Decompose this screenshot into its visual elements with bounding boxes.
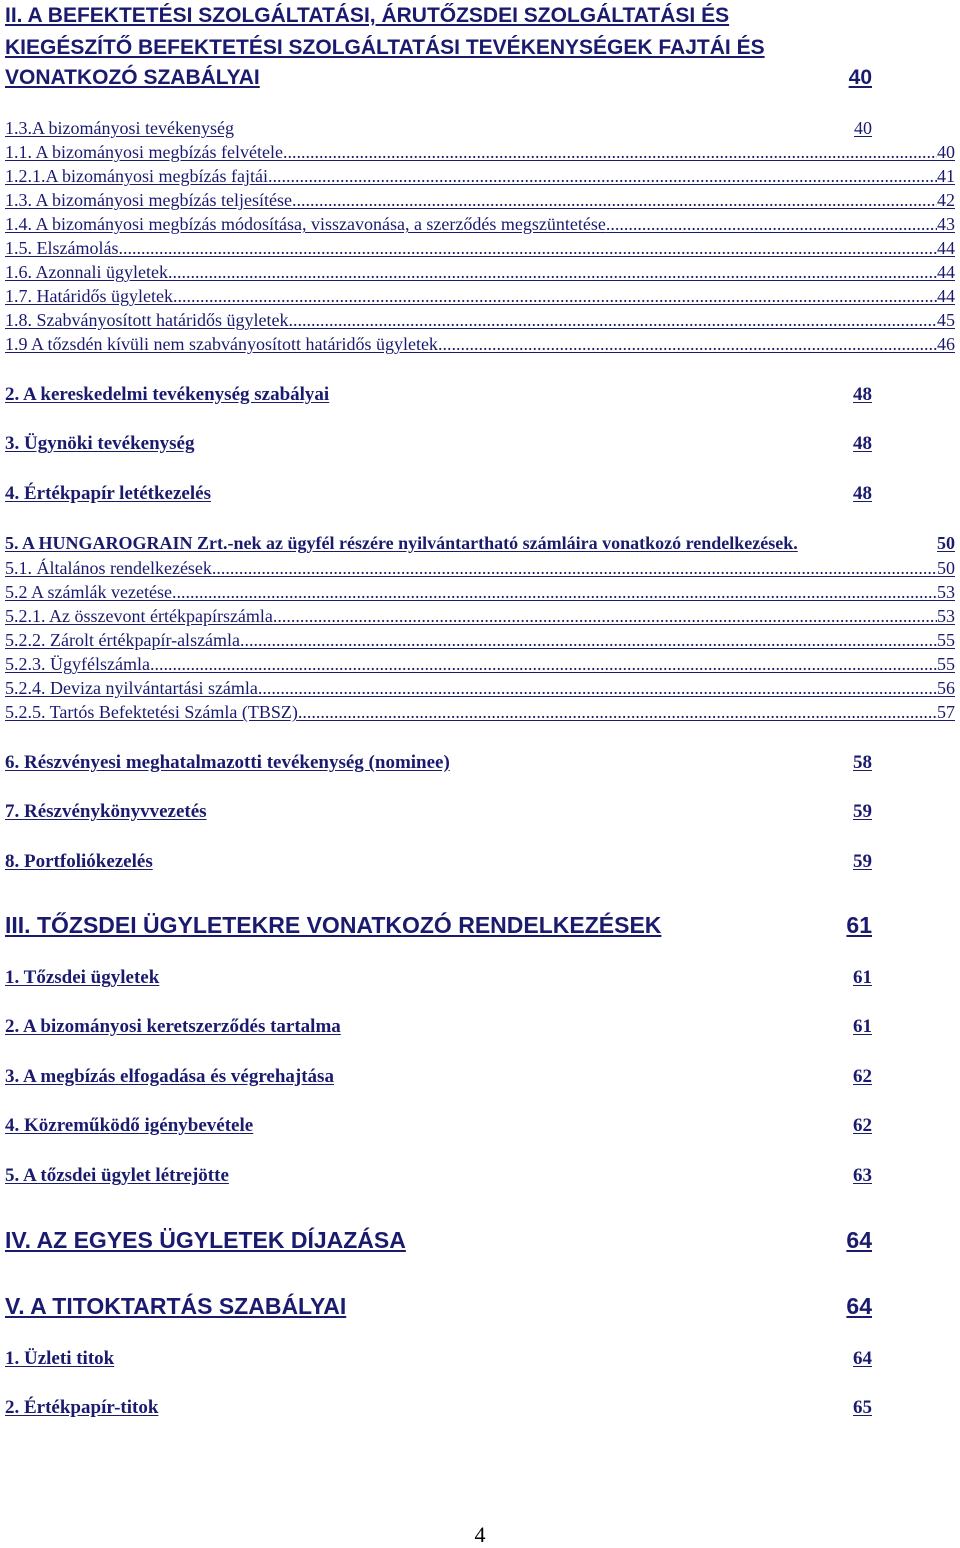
toc-item-title: 1.4. A bizományosi megbízás módosítása, visszavonása, a szerződés megszüntetése (5, 214, 606, 234)
toc-section-page: 62 (853, 1115, 872, 1136)
toc-item[interactable] (5, 262, 955, 283)
toc-section-page: 63 (853, 1165, 872, 1186)
toc-section[interactable] (5, 483, 872, 505)
toc-item-title: 5.2 A számlák vezetése (5, 582, 172, 602)
toc-section-page: 48 (853, 433, 872, 454)
toc-item-page: 55 (937, 630, 955, 650)
toc-item-page: 43 (937, 214, 955, 234)
toc-item[interactable] (5, 678, 955, 699)
toc-item[interactable] (5, 558, 955, 579)
toc-item[interactable] (5, 654, 955, 675)
toc-section-title: 8. Portfoliókezelés (5, 851, 153, 872)
toc-section-title: 1. Tőzsdei ügyletek (5, 967, 160, 988)
toc-section-page: 64 (853, 1348, 872, 1369)
toc-item[interactable] (5, 166, 955, 187)
toc-section[interactable] (5, 433, 872, 455)
toc-item-title: 5.2.5. Tartós Befektetési Számla (TBSZ) (5, 702, 298, 722)
toc-chapter-3-title: III. TŐZSDEI ÜGYLETEKRE VONATKOZÓ RENDELKEZÉSEK (5, 912, 662, 938)
toc-item-title: 1.6. Azonnali ügyletek (5, 262, 168, 282)
toc-section-title: 5. A tőzsdei ügylet létrejötte (5, 1165, 229, 1186)
toc-section[interactable] (5, 1397, 872, 1419)
toc-section[interactable] (5, 967, 872, 989)
toc-section-page: 48 (853, 384, 872, 405)
toc-section-1-3-title: 1.3.A bizományosi tevékenység (5, 118, 234, 138)
toc-chapter-2-line-2[interactable] (5, 36, 765, 60)
toc-section-title: 3. A megbízás elfogadása és végrehajtása (5, 1066, 334, 1087)
toc-item-title: 5.2.1. Az összevont értékpapírszámla (5, 606, 273, 626)
toc-chapter-2-line-3[interactable] (5, 66, 872, 90)
toc-item-page: 56 (937, 678, 955, 698)
toc-section-title: 6. Részvényesi meghatalmazotti tevékenység (nominee) (5, 752, 450, 773)
toc-section-page: 58 (853, 752, 872, 773)
toc-item-page: 44 (937, 238, 955, 258)
toc-item-title: 1.7. Határidős ügyletek (5, 286, 173, 306)
toc-item-title: 5.2.2. Zárolt értékpapír-alszámla (5, 630, 241, 650)
toc-section-1-3[interactable] (5, 118, 872, 139)
toc-chapter-5-page: 64 (846, 1293, 872, 1319)
toc-section-page: 61 (853, 967, 872, 988)
toc-item-title: 1.9 A tőzsdén kívüli nem szabványosított határidős ügyletek (5, 334, 438, 354)
toc-item[interactable] (5, 310, 955, 331)
toc-item-title: 1.8. Szabványosított határidős ügyletek (5, 310, 289, 330)
toc-section[interactable] (5, 1016, 872, 1038)
toc-section-title: 2. A bizományosi keretszerződés tartalma (5, 1016, 341, 1037)
toc-item-page: 57 (937, 702, 955, 722)
toc-item-page: 41 (937, 166, 955, 186)
toc-item-page: 55 (937, 654, 955, 674)
toc-section-page: 48 (853, 483, 872, 504)
toc-item[interactable] (5, 214, 955, 235)
toc-item-page: 45 (937, 310, 955, 330)
toc-section-title: 2. A kereskedelmi tevékenység szabályai (5, 384, 330, 405)
toc-section-title: 7. Részvénykönyvvezetés (5, 801, 207, 822)
toc-section-5-title: 5. A HUNGAROGRAIN Zrt.-nek az ügyfél részére nyilvántartható számláira vonatkozó rendelkezések. (5, 533, 798, 553)
toc-chapter-2-page: 40 (848, 66, 872, 89)
toc-item-title: 5.2.3. Ügyfélszámla (5, 654, 150, 674)
toc-chapter-3-page: 61 (846, 912, 872, 938)
page-number: 4 (474, 1522, 486, 1547)
toc-item[interactable] (5, 606, 955, 627)
toc-item-page: 53 (937, 606, 955, 626)
toc-section[interactable] (5, 801, 872, 823)
toc-section-title: 4. Közreműködő igénybevétele (5, 1115, 254, 1136)
toc-item-page: 40 (937, 142, 955, 162)
toc-item-title: 1.1. A bizományosi megbízás felvétele (5, 142, 283, 162)
toc-chapter-4-title: IV. AZ EGYES ÜGYLETEK DÍJAZÁSA (5, 1227, 406, 1253)
toc-chapter-4-page: 64 (846, 1227, 872, 1253)
toc-section-page: 59 (853, 851, 872, 872)
toc-item[interactable] (5, 238, 955, 259)
toc-chapter-4[interactable] (5, 1227, 872, 1254)
toc-item[interactable] (5, 630, 955, 651)
toc-item-title: 5.1. Általános rendelkezések (5, 558, 212, 578)
toc-item[interactable] (5, 334, 955, 355)
toc-item-page: 50 (937, 558, 955, 578)
toc-section-5-page: 50 (937, 533, 955, 553)
toc-section-title: 3. Ügynöki tevékenység (5, 433, 195, 454)
toc-item-page: 46 (937, 334, 955, 354)
toc-section-title: 4. Értékpapír letétkezelés (5, 483, 211, 504)
toc-item[interactable] (5, 702, 955, 723)
toc-item-page: 53 (937, 582, 955, 602)
toc-item[interactable] (5, 142, 955, 163)
toc-chapter-2-title-line-2: KIEGÉSZÍTŐ BEFEKTETÉSI SZOLGÁLTATÁSI TEVÉKENYSÉGEK FAJTÁI ÉS (5, 36, 765, 59)
toc-chapter-5[interactable] (5, 1293, 872, 1320)
toc-chapter-2-line-1[interactable] (5, 4, 729, 28)
toc-section-page: 59 (853, 801, 872, 822)
toc-section-page: 62 (853, 1066, 872, 1087)
toc-section[interactable] (5, 384, 872, 406)
toc-section-1-3-page: 40 (854, 118, 872, 138)
toc-chapter-5-title: V. A TITOKTARTÁS SZABÁLYAI (5, 1293, 347, 1319)
toc-chapter-2-title-line-3: VONATKOZÓ SZABÁLYAI (5, 66, 260, 89)
toc-item[interactable] (5, 190, 955, 211)
toc-item-page: 44 (937, 262, 955, 282)
toc-item-title: 1.5. Elszámolás (5, 238, 119, 258)
toc-item-title: 5.2.4. Deviza nyilvántartási számla (5, 678, 258, 698)
toc-section-title: 1. Üzleti titok (5, 1348, 115, 1369)
toc-section-page: 61 (853, 1016, 872, 1037)
toc-chapter-2-title-line-1: II. A BEFEKTETÉSI SZOLGÁLTATÁSI, ÁRUTŐZSDEI SZOLGÁLTATÁSI ÉS (5, 4, 730, 27)
toc-item-title: 1.2.1.A bizományosi megbízás fajtái (5, 166, 268, 186)
toc-item[interactable] (5, 582, 955, 603)
toc-section[interactable] (5, 1115, 872, 1137)
toc-section[interactable] (5, 1165, 872, 1187)
toc-section-5[interactable] (5, 533, 955, 554)
toc-section[interactable] (5, 1348, 872, 1370)
toc-section[interactable] (5, 851, 872, 873)
toc-item-page: 42 (937, 190, 955, 210)
toc-section-title: 2. Értékpapír-titok (5, 1397, 159, 1418)
toc-section-page: 65 (853, 1397, 872, 1418)
toc-chapter-3[interactable] (5, 912, 872, 939)
toc-item-page: 44 (937, 286, 955, 306)
toc-section[interactable] (5, 1066, 872, 1088)
toc-item-title: 1.3. A bizományosi megbízás teljesítése (5, 190, 292, 210)
toc-section[interactable] (5, 752, 872, 774)
toc-item[interactable] (5, 286, 955, 307)
